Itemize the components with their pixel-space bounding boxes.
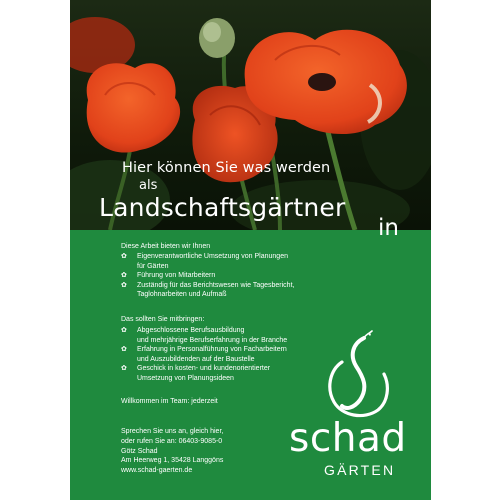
job-ad-poster (70, 0, 431, 500)
flower-bullet-icon: ✿ (121, 253, 127, 260)
contact-block (121, 427, 223, 476)
list-item-text: Eigenverantwortliche Umsetzung von Planungen für Gärten (137, 253, 288, 270)
contact-line1: Sprechen Sie uns an, gleich hier, (121, 428, 224, 435)
contact-website[interactable]: www.schad-gaerten.de (121, 467, 193, 475)
list-item-text: Zuständig für das Berichtswesen wie Tagesbericht, Taglohnarbeiten und Aufmaß (137, 281, 295, 299)
requirements-list (121, 326, 326, 384)
requirements-title: Das sollten Sie mitbringen: (121, 316, 205, 323)
list-item (121, 345, 326, 364)
headline-line1: Hier können Sie was werden (122, 160, 331, 176)
list-item-text: Abgeschlossene Berufsausbildung und mehrjährige Berufserfahrung in der Branche (137, 327, 288, 344)
list-item-text: Geschick in kosten- und kundenorientierter Umsetzung von Planungsideen (137, 365, 271, 382)
list-item (121, 271, 326, 281)
flower-bullet-icon: ✿ (121, 281, 127, 289)
list-item-text: Erfahrung in Personalführung von Facharbeitern und Auszubildenden auf der Baustelle (137, 346, 287, 363)
list-item (121, 364, 326, 383)
offer-list (121, 252, 326, 300)
flower-bullet-icon: ✿ (121, 365, 127, 373)
job-title: Landschaftsgärtner (99, 193, 346, 222)
flower-bullet-icon: ✿ (121, 327, 127, 334)
headline-line2: als (139, 178, 158, 193)
contact-address: Am Heerweg 1, 35428 Langgöns (121, 457, 224, 465)
list-item (121, 252, 326, 271)
contact-name: Götz Schad (121, 447, 158, 455)
list-item (121, 326, 326, 345)
offer-title: Diese Arbeit bieten wir Ihnen (121, 243, 211, 250)
list-item-text: Führung von Mitarbeitern (137, 272, 216, 280)
contact-line2: oder rufen Sie an: 06403-9085-0 (121, 437, 223, 445)
list-item (121, 281, 326, 300)
logo-subtitle: GÄRTEN (324, 462, 396, 478)
welcome-text: Willkommen im Team: jederzeit (121, 398, 218, 405)
flower-bullet-icon: ✿ (121, 272, 127, 280)
logo-wordmark: schad (289, 416, 407, 461)
schad-logo-icon (324, 330, 390, 427)
flower-bullet-icon: ✿ (121, 346, 127, 354)
job-title-suffix: in (378, 215, 399, 241)
